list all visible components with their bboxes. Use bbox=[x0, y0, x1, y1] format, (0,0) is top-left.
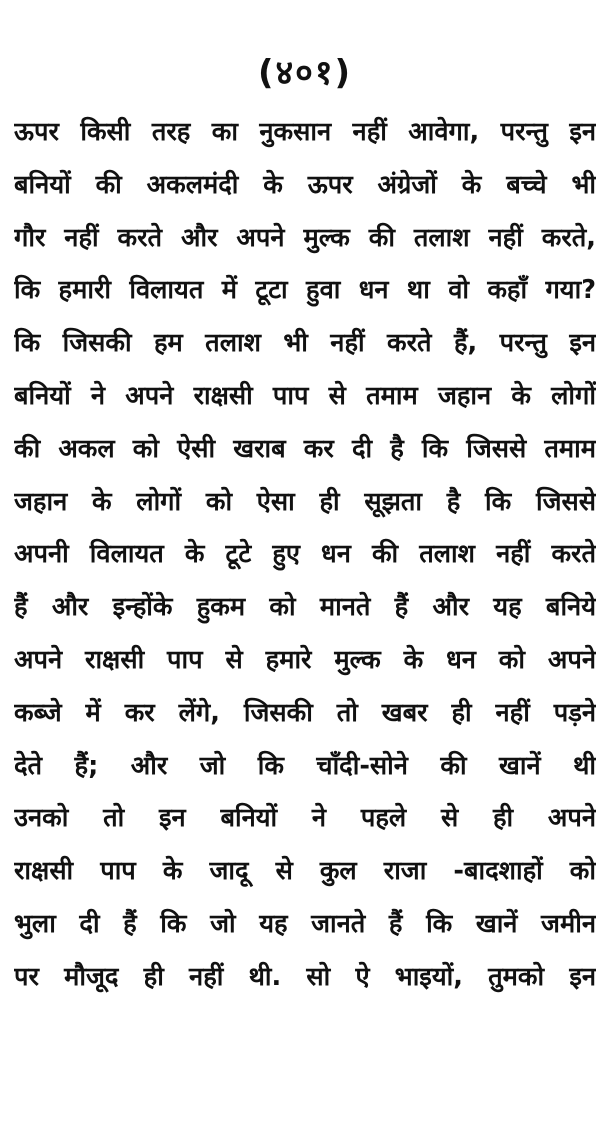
text-line: हैं और इन्होंके हुकम को मानते हैं और यह बनिये bbox=[14, 592, 596, 623]
text-line: कि जिसकी हम तलाश भी नहीं करते हैं, परन्तु इन bbox=[14, 328, 596, 359]
text-line: कि हमारी विलायत में टूटा हुवा धन था वो कहाँ गया? bbox=[14, 275, 596, 306]
text-line: राक्षसी पाप के जादू से कुल राजा -बादशाहों को bbox=[14, 856, 596, 887]
text-line: अपनी विलायत के टूटे हुए धन की तलाश नहीं करते bbox=[14, 539, 596, 570]
text-line: भुला दी हैं कि जो यह जानते हैं कि खानें जमीन bbox=[14, 908, 596, 939]
text-line: अपने राक्षसी पाप से हमारे मुल्क के धन को अपने bbox=[14, 644, 596, 675]
text-line: ऊपर किसी तरह का नुकसान नहीं आवेगा, परन्तु इन bbox=[14, 117, 596, 147]
text-line: पर मौजूद ही नहीं थी. सो ऐ भाइयों, तुमको इन bbox=[14, 961, 596, 992]
text-line: की अकल को ऐसी खराब कर दी है कि जिससे तमाम bbox=[14, 433, 596, 464]
text-line: गौर नहीं करते और अपने मुल्क की तलाश नहीं करते, bbox=[14, 222, 596, 253]
text-line: उनको तो इन बनियों ने पहले से ही अपने bbox=[14, 803, 596, 834]
text-line: कब्जे में कर लेंगे, जिसकी तो खबर ही नहीं पड़ने bbox=[14, 697, 596, 728]
text-line: बनियों की अकलमंदी के ऊपर अंग्रेजों के बच्चे भी bbox=[14, 169, 596, 200]
body-text bbox=[14, 106, 596, 1004]
text-line: देते हैं; और जो कि चाँदी-सोने की खानें थी bbox=[14, 750, 596, 781]
text-line: बनियों ने अपने राक्षसी पाप से तमाम जहान के लोगों bbox=[14, 380, 596, 411]
page-number: (४०१) bbox=[257, 53, 353, 93]
text-line: जहान के लोगों को ऐसा ही सूझता है कि जिससे bbox=[14, 486, 596, 517]
